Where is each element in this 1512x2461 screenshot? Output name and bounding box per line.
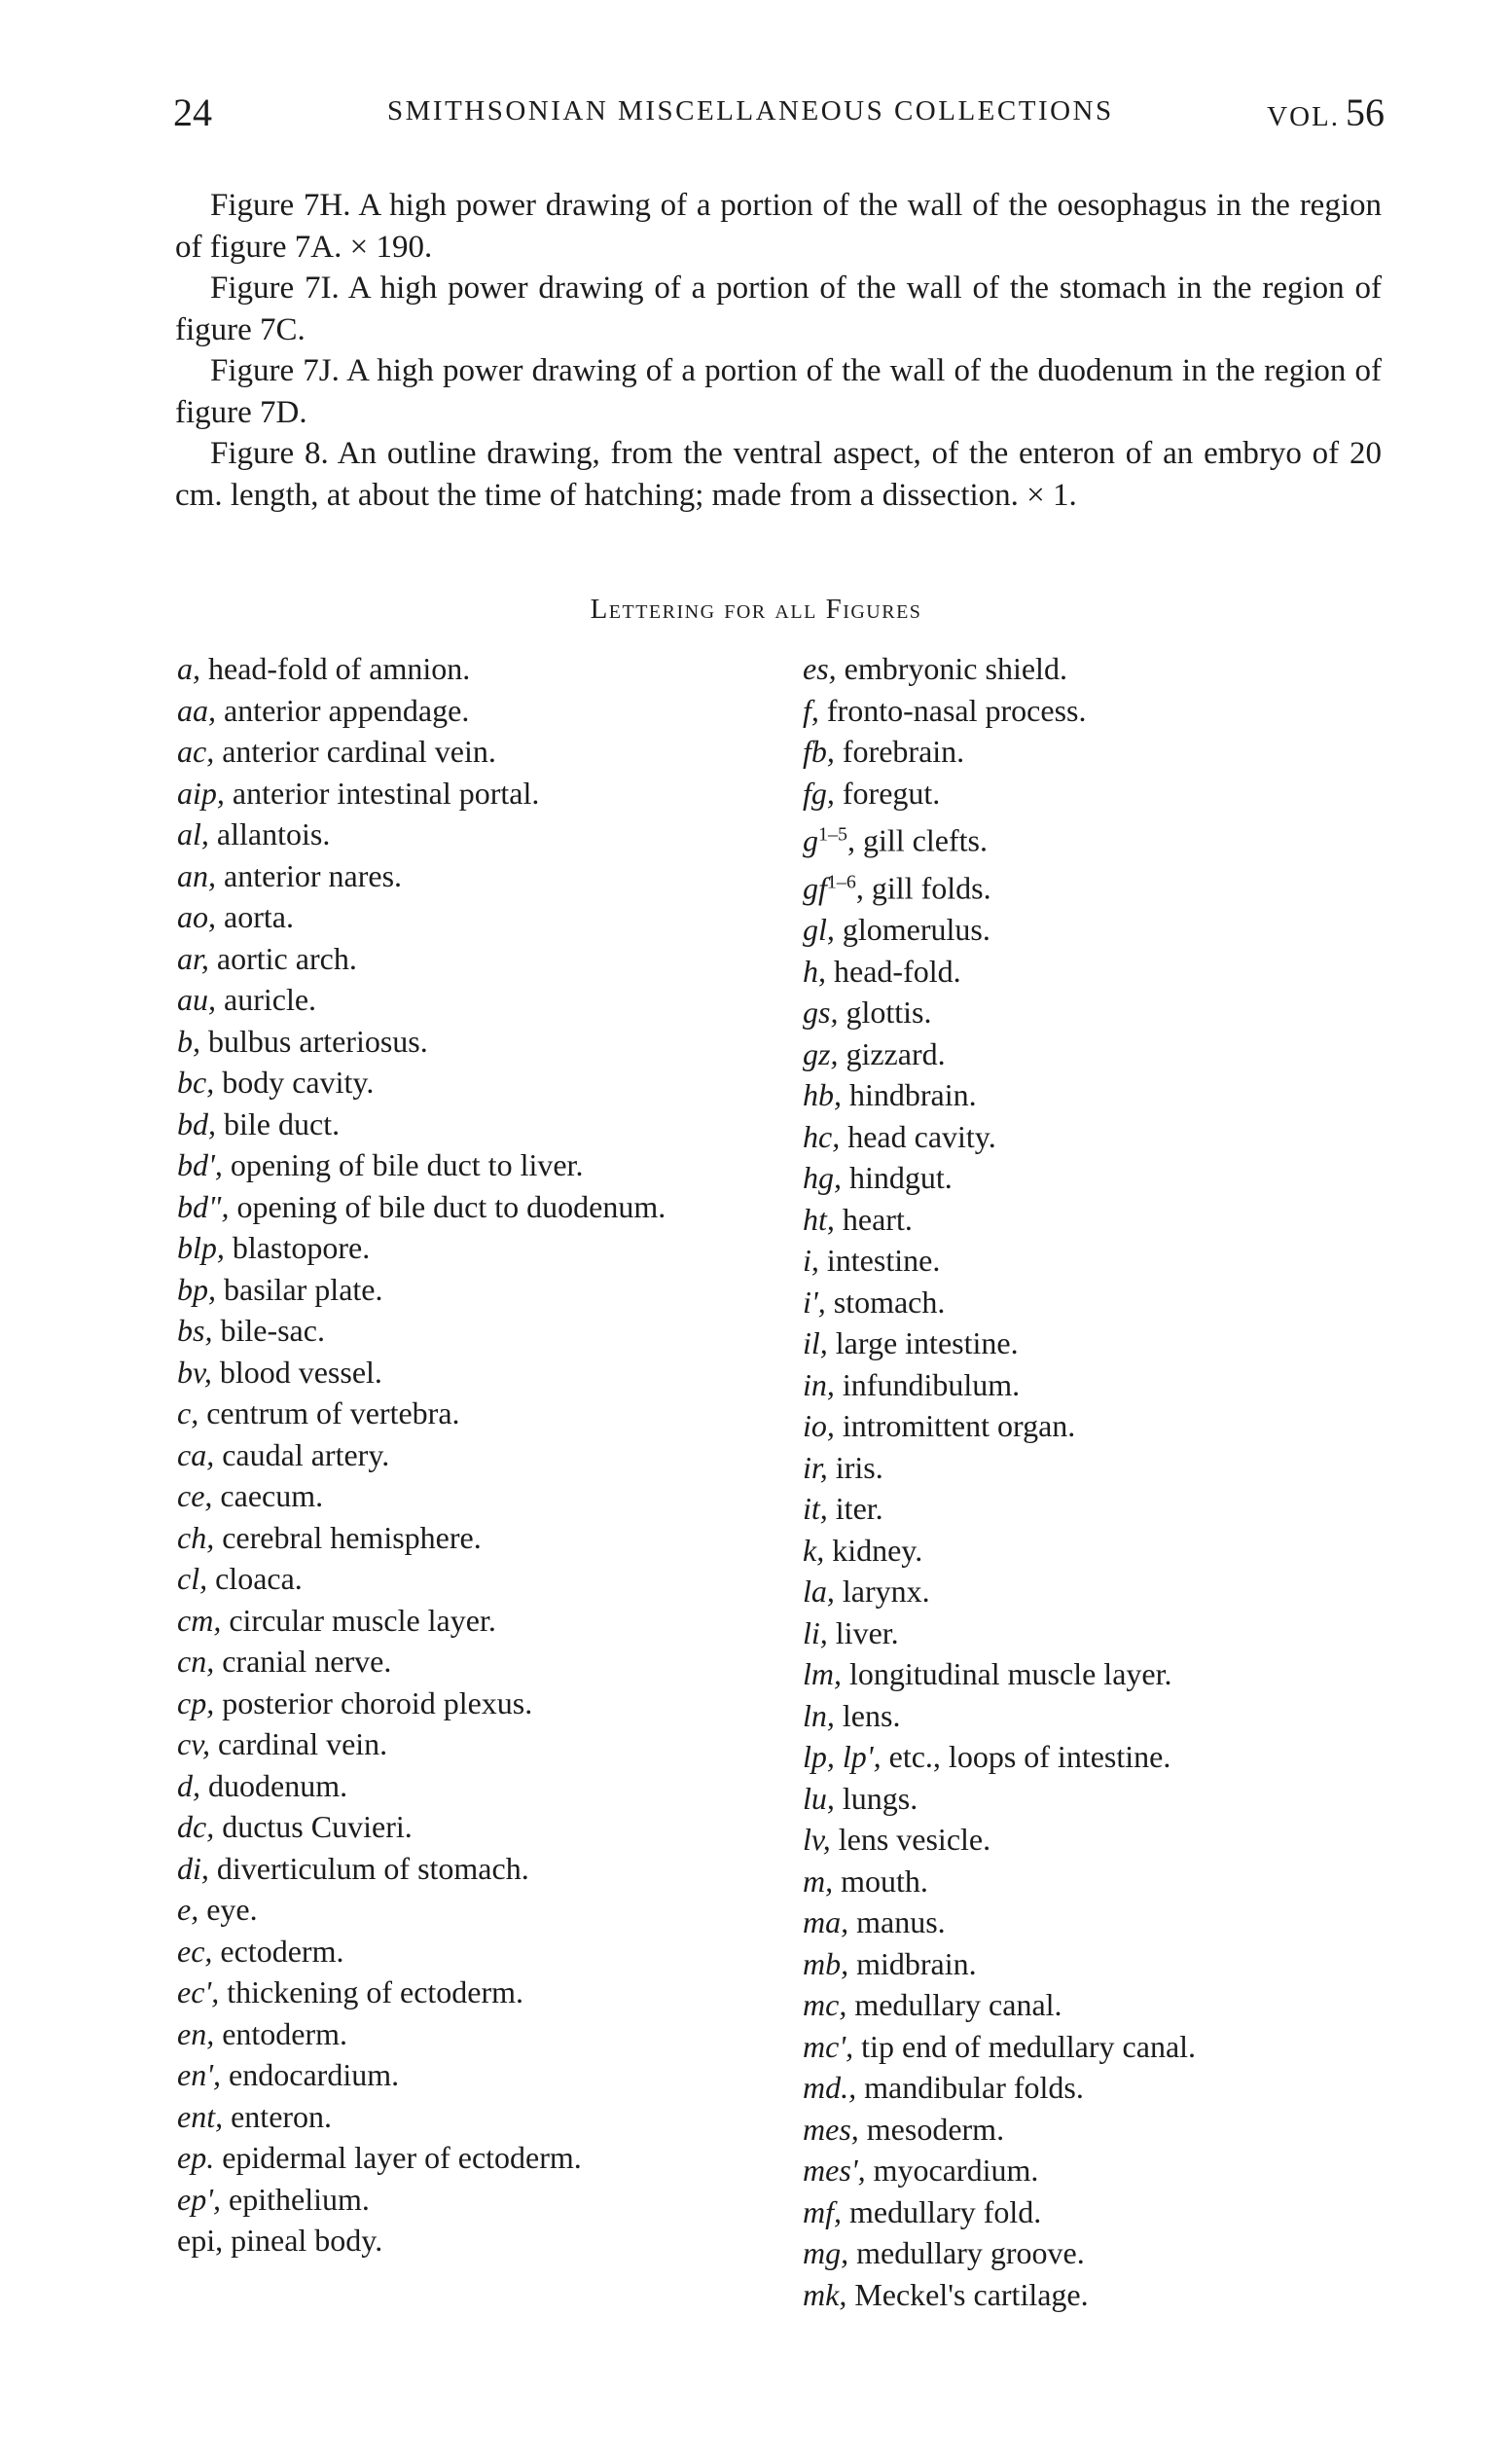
page-header	[173, 90, 1385, 138]
lettering-entry	[177, 1641, 722, 1683]
lettering-description: iter.	[835, 1491, 883, 1527]
lettering-entry	[177, 855, 722, 897]
lettering-abbreviation: ar,	[177, 940, 209, 976]
lettering-abbreviation: ht,	[803, 1201, 835, 1237]
lettering-entry	[177, 1104, 722, 1145]
lettering-abbreviation: bs,	[177, 1313, 213, 1348]
lettering-entry	[803, 648, 1386, 690]
lettering-entry	[803, 1199, 1386, 1241]
lettering-abbreviation: fg,	[803, 775, 835, 811]
lettering-entry	[177, 1723, 722, 1765]
lettering-description: medullary canal.	[854, 1987, 1062, 2023]
lettering-abbreviation: hc,	[803, 1118, 841, 1154]
lettering-description: iris.	[835, 1449, 883, 1485]
lettering-superscript: 1–5	[818, 823, 847, 845]
lettering-entry	[177, 690, 722, 732]
lettering-description: enteron.	[231, 2098, 333, 2134]
lettering-abbreviation: lm,	[803, 1656, 842, 1692]
lettering-abbreviation: b,	[177, 1023, 200, 1059]
lettering-description: cloaca.	[215, 1561, 303, 1596]
lettering-entry	[177, 1269, 722, 1311]
lettering-abbreviation: ent,	[177, 2098, 224, 2134]
lettering-abbreviation: aip,	[177, 775, 225, 811]
lettering-entry	[177, 2179, 722, 2221]
lettering-entry	[803, 731, 1386, 773]
lettering-description: entoderm.	[222, 2015, 348, 2051]
lettering-abbreviation: gz,	[803, 1035, 839, 1071]
lettering-abbreviation: mf,	[803, 2193, 842, 2229]
lettering-description: endocardium.	[229, 2057, 400, 2092]
lettering-description: anterior appendage.	[224, 692, 470, 728]
lettering-description: opening of bile duct to liver.	[230, 1147, 584, 1182]
lettering-abbreviation: hg,	[803, 1160, 842, 1196]
lettering-description: thickening of ectoderm.	[227, 1974, 524, 2009]
lettering-abbreviation: bd",	[177, 1188, 230, 1224]
lettering-abbreviation: gl,	[803, 912, 835, 948]
lettering-entry	[803, 1364, 1386, 1406]
lettering-description: intestine.	[826, 1243, 941, 1279]
lettering-entry	[177, 1393, 722, 1434]
lettering-description: ductus Cuvieri.	[222, 1809, 413, 1844]
lettering-description: centrum of vertebra.	[206, 1395, 460, 1430]
lettering-entry	[803, 1736, 1386, 1778]
lettering-entry	[803, 1447, 1386, 1489]
lettering-abbreviation: lu,	[803, 1780, 835, 1816]
lettering-abbreviation: cm,	[177, 1602, 222, 1638]
figure-captions	[175, 185, 1382, 516]
lettering-entry	[177, 1558, 722, 1600]
lettering-abbreviation: di,	[177, 1850, 209, 1886]
lettering-abbreviation: ac,	[177, 734, 215, 769]
lettering-entry	[177, 896, 722, 938]
lettering-entry	[177, 1434, 722, 1476]
lettering-abbreviation: en',	[177, 2057, 222, 2092]
lettering-abbreviation: an,	[177, 857, 216, 893]
lettering-abbreviation: e,	[177, 1892, 199, 1927]
lettering-abbreviation: cp,	[177, 1684, 215, 1720]
lettering-abbreviation: es,	[803, 651, 837, 686]
lettering-description: head-fold.	[834, 953, 961, 989]
lettering-abbreviation: it,	[803, 1491, 828, 1527]
lettering-abbreviation: c,	[177, 1395, 199, 1430]
lettering-description: myocardium.	[873, 2153, 1039, 2189]
lettering-abbreviation: ep',	[177, 2181, 222, 2217]
lettering-abbreviation: d,	[177, 1767, 200, 1803]
lettering-description: infundibulum.	[842, 1366, 1021, 1402]
lettering-entry	[177, 1765, 722, 1807]
lettering-entry	[177, 2137, 722, 2179]
lettering-abbreviation: mc',	[803, 2028, 854, 2064]
lettering-entry	[803, 773, 1386, 814]
lettering-entry	[803, 1778, 1386, 1820]
lettering-description: fronto-nasal process.	[826, 692, 1087, 728]
lettering-description: posterior choroid plexus.	[222, 1684, 533, 1720]
lettering-entry	[177, 1144, 722, 1186]
lettering-description: circular muscle layer.	[229, 1602, 496, 1638]
lettering-description: bile duct.	[224, 1105, 341, 1141]
lettering-entry	[803, 1653, 1386, 1695]
lettering-description: eye.	[206, 1892, 258, 1927]
lettering-description: larynx.	[842, 1574, 930, 1610]
lettering-entry	[803, 690, 1386, 732]
lettering-abbreviation: ec,	[177, 1933, 213, 1969]
lettering-abbreviation: en,	[177, 2015, 215, 2051]
section-heading: Lettering for all Figures	[590, 594, 922, 625]
lettering-entry	[803, 992, 1386, 1033]
lettering-description: , gill clefts.	[847, 822, 988, 858]
lettering-abbreviation: in,	[803, 1366, 835, 1402]
lettering-description: cranial nerve.	[222, 1644, 392, 1679]
lettering-entry	[177, 1972, 722, 2013]
lettering-abbreviation: ec',	[177, 1974, 220, 2009]
lettering-entry	[803, 861, 1386, 909]
lettering-abbreviation: k,	[803, 1532, 825, 1568]
lettering-description: , gill folds.	[855, 870, 991, 906]
lettering-entry	[177, 1600, 722, 1642]
lettering-description: bulbus arteriosus.	[208, 1023, 428, 1059]
lettering-abbreviation: i,	[803, 1243, 819, 1279]
lettering-description: foregut.	[842, 775, 941, 811]
lettering-description: lens.	[842, 1697, 901, 1733]
lettering-abbreviation: m,	[803, 1863, 834, 1899]
lettering-description: aortic arch.	[216, 940, 357, 976]
caption-figure-8: Figure 8. An outline drawing, from the ventral aspect, of the enteron of an embryo of 20 cm. length, at about the time of hatching; made from a dissection. × 1.	[175, 436, 1382, 513]
lettering-description: anterior cardinal vein.	[222, 734, 496, 769]
lettering-description: medullary groove.	[856, 2235, 1085, 2271]
lettering-entry	[177, 2013, 722, 2055]
lettering-description: etc., loops of intestine.	[888, 1739, 1171, 1775]
lettering-abbreviation: h,	[803, 953, 826, 989]
lettering-entry	[177, 1848, 722, 1890]
lettering-description: gizzard.	[846, 1035, 946, 1071]
lettering-entry	[803, 1282, 1386, 1323]
lettering-abbreviation: cv,	[177, 1726, 211, 1761]
lettering-abbreviation: bv,	[177, 1354, 212, 1390]
lettering-description: head-fold of amnion.	[208, 651, 471, 686]
lettering-description: hindgut.	[849, 1160, 953, 1196]
lettering-abbreviation: fb,	[803, 734, 835, 769]
running-title: SMITHSONIAN MISCELLANEOUS COLLECTIONS	[387, 95, 1114, 127]
lettering-entry	[803, 1033, 1386, 1075]
lettering-description: duodenum.	[208, 1767, 348, 1803]
lettering-entry	[803, 2026, 1386, 2068]
lettering-entry	[803, 1530, 1386, 1572]
lettering-entry	[803, 2191, 1386, 2233]
lettering-description: allantois.	[216, 816, 331, 851]
lettering-entry	[803, 2109, 1386, 2151]
lettering-entry	[177, 979, 722, 1021]
lettering-abbreviation: ca,	[177, 1436, 215, 1472]
lettering-abbreviation: mc,	[803, 1987, 847, 2023]
lettering-entry	[177, 1352, 722, 1393]
lettering-description: ectoderm.	[220, 1933, 344, 1969]
lettering-abbreviation: ma,	[803, 1904, 849, 1940]
volume-label	[1267, 90, 1385, 135]
lettering-abbreviation: blp,	[177, 1230, 225, 1265]
lettering-list-left	[177, 648, 722, 2262]
lettering-description: medullary fold.	[849, 2193, 1042, 2229]
lettering-description: epi, pineal body.	[177, 2223, 383, 2258]
lettering-abbreviation: li,	[803, 1614, 828, 1650]
lettering-abbreviation: cl,	[177, 1561, 208, 1596]
lettering-description: liver.	[835, 1614, 899, 1650]
lettering-entry	[177, 814, 722, 855]
lettering-entry	[177, 1062, 722, 1104]
lettering-description: heart.	[842, 1201, 913, 1237]
lettering-description: longitudinal muscle layer.	[849, 1656, 1172, 1692]
lettering-description: kidney.	[832, 1532, 923, 1568]
lettering-entry	[803, 1405, 1386, 1447]
lettering-description: mouth.	[841, 1863, 928, 1899]
lettering-description: aorta.	[224, 899, 294, 934]
lettering-description: caecum.	[220, 1478, 324, 1513]
lettering-abbreviation: mes,	[803, 2111, 859, 2147]
lettering-abbreviation: bc,	[177, 1065, 215, 1100]
lettering-entry	[177, 1931, 722, 1972]
page-number: 24	[173, 90, 212, 134]
lettering-abbreviation: la,	[803, 1574, 835, 1610]
lettering-abbreviation: ao,	[177, 899, 216, 934]
lettering-entry	[803, 1074, 1386, 1116]
lettering-abbreviation: md.,	[803, 2070, 857, 2106]
lettering-description: caudal artery.	[222, 1436, 390, 1472]
lettering-entry	[803, 2232, 1386, 2274]
lettering-entry	[177, 731, 722, 773]
lettering-abbreviation: aa,	[177, 692, 216, 728]
lettering-abbreviation: gs,	[803, 995, 839, 1031]
lettering-superscript: 1–6	[826, 871, 856, 893]
lettering-description: bile-sac.	[220, 1313, 325, 1348]
lettering-abbreviation: io,	[803, 1408, 835, 1444]
lettering-entry	[803, 1819, 1386, 1861]
lettering-abbreviation: ep.	[177, 2140, 215, 2175]
lettering-abbreviation: il,	[803, 1325, 828, 1361]
lettering-description: anterior nares.	[224, 857, 403, 893]
lettering-description: manus.	[856, 1904, 946, 1940]
lettering-abbreviation: bp,	[177, 1271, 216, 1307]
lettering-description: Meckel's cartilage.	[854, 2276, 1089, 2312]
lettering-description: opening of bile duct to duodenum.	[236, 1188, 666, 1224]
lettering-entry	[177, 2096, 722, 2138]
lettering-abbreviation: mb,	[803, 1945, 849, 1981]
lettering-entry	[177, 938, 722, 980]
lettering-entry	[803, 1612, 1386, 1654]
lettering-entry	[803, 2067, 1386, 2109]
lettering-entry	[177, 2054, 722, 2096]
lettering-description: forebrain.	[842, 734, 965, 769]
lettering-description: epidermal layer of ectoderm.	[222, 2140, 582, 2175]
lettering-description: mesoderm.	[866, 2111, 1005, 2147]
lettering-entry	[803, 1157, 1386, 1199]
lettering-entry	[803, 1240, 1386, 1282]
lettering-description: cardinal vein.	[218, 1726, 388, 1761]
lettering-list-right	[803, 648, 1386, 2315]
lettering-description: blastopore.	[232, 1230, 371, 1265]
lettering-entry	[803, 1571, 1386, 1612]
lettering-entry	[803, 814, 1386, 861]
lettering-entry	[803, 2150, 1386, 2191]
lettering-description: head cavity.	[847, 1118, 996, 1154]
lettering-entry	[803, 1943, 1386, 1985]
lettering-abbreviation: mg,	[803, 2235, 849, 2271]
caption-figure-7i: Figure 7I. A high power drawing of a portion of the wall of the stomach in the region of figure 7C.	[175, 271, 1382, 347]
lettering-entry	[177, 1517, 722, 1559]
lettering-description: basilar plate.	[224, 1271, 383, 1307]
lettering-abbreviation: bd,	[177, 1105, 216, 1141]
lettering-abbreviation: ln,	[803, 1697, 835, 1733]
lettering-description: midbrain.	[856, 1945, 977, 1981]
lettering-description: mandibular folds.	[864, 2070, 1084, 2106]
lettering-entry	[177, 773, 722, 814]
lettering-entry	[177, 1889, 722, 1931]
lettering-abbreviation: f,	[803, 692, 819, 728]
caption-figure-7h: Figure 7H. A high power drawing of a portion of the wall of the oesophagus in the region of figure 7A. × 190.	[175, 188, 1382, 265]
lettering-description: large intestine.	[835, 1325, 1019, 1361]
lettering-entry	[177, 1806, 722, 1848]
lettering-description: hindbrain.	[849, 1077, 977, 1113]
lettering-abbreviation: ir,	[803, 1449, 828, 1485]
lettering-entry	[177, 1683, 722, 1724]
lettering-description: glomerulus.	[842, 912, 990, 948]
lettering-abbreviation: ce,	[177, 1478, 213, 1513]
volume-prefix: VOL.	[1267, 101, 1340, 132]
volume-number: 56	[1346, 90, 1385, 134]
caption-figure-7j: Figure 7J. A high power drawing of a portion of the wall of the duodenum in the region of figure 7D.	[175, 353, 1382, 430]
lettering-description: lungs.	[842, 1780, 918, 1816]
lettering-abbreviation: i',	[803, 1284, 826, 1320]
lettering-abbreviation: ch,	[177, 1519, 215, 1555]
lettering-abbreviation: al,	[177, 816, 209, 851]
lettering-abbreviation: lp, lp',	[803, 1739, 882, 1775]
lettering-abbreviation: gf	[803, 870, 827, 906]
lettering-description: tip end of medullary canal.	[861, 2028, 1197, 2064]
lettering-entry	[803, 1488, 1386, 1530]
lettering-entry	[177, 2220, 722, 2262]
lettering-entry	[803, 1116, 1386, 1158]
lettering-entry	[177, 1227, 722, 1269]
lettering-abbreviation: bd',	[177, 1147, 223, 1182]
lettering-abbreviation: dc,	[177, 1809, 215, 1844]
lettering-description: body cavity.	[222, 1065, 375, 1100]
lettering-entry	[177, 1310, 722, 1352]
lettering-abbreviation: mk,	[803, 2276, 847, 2312]
lettering-entry	[177, 648, 722, 690]
lettering-entry	[177, 1475, 722, 1517]
lettering-entry	[803, 1695, 1386, 1737]
lettering-description: blood vessel.	[219, 1354, 382, 1390]
lettering-description: stomach.	[833, 1284, 946, 1320]
lettering-entry	[803, 909, 1386, 951]
lettering-abbreviation: a,	[177, 651, 200, 686]
lettering-entry	[803, 1861, 1386, 1902]
lettering-description: glottis.	[846, 995, 932, 1031]
lettering-entry	[803, 951, 1386, 993]
lettering-description: embryonic shield.	[844, 651, 1067, 686]
lettering-abbreviation: lv,	[803, 1822, 831, 1858]
lettering-entry	[803, 1984, 1386, 2026]
lettering-abbreviation: g	[803, 822, 818, 858]
lettering-description: auricle.	[224, 982, 317, 1017]
lettering-entry	[177, 1186, 722, 1228]
lettering-description: epithelium.	[229, 2181, 370, 2217]
lettering-entry	[803, 2274, 1386, 2316]
lettering-abbreviation: au,	[177, 982, 216, 1017]
lettering-description: diverticulum of stomach.	[216, 1850, 529, 1886]
lettering-description: intromittent organ.	[842, 1408, 1076, 1444]
lettering-description: anterior intestinal portal.	[232, 775, 540, 811]
lettering-description: lens vesicle.	[838, 1822, 991, 1858]
lettering-entry	[803, 1901, 1386, 1943]
lettering-abbreviation: cn,	[177, 1644, 215, 1679]
lettering-entry	[177, 1021, 722, 1063]
lettering-description: cerebral hemisphere.	[222, 1519, 482, 1555]
lettering-abbreviation: hb,	[803, 1077, 842, 1113]
lettering-entry	[803, 1322, 1386, 1364]
lettering-abbreviation: mes',	[803, 2153, 866, 2189]
